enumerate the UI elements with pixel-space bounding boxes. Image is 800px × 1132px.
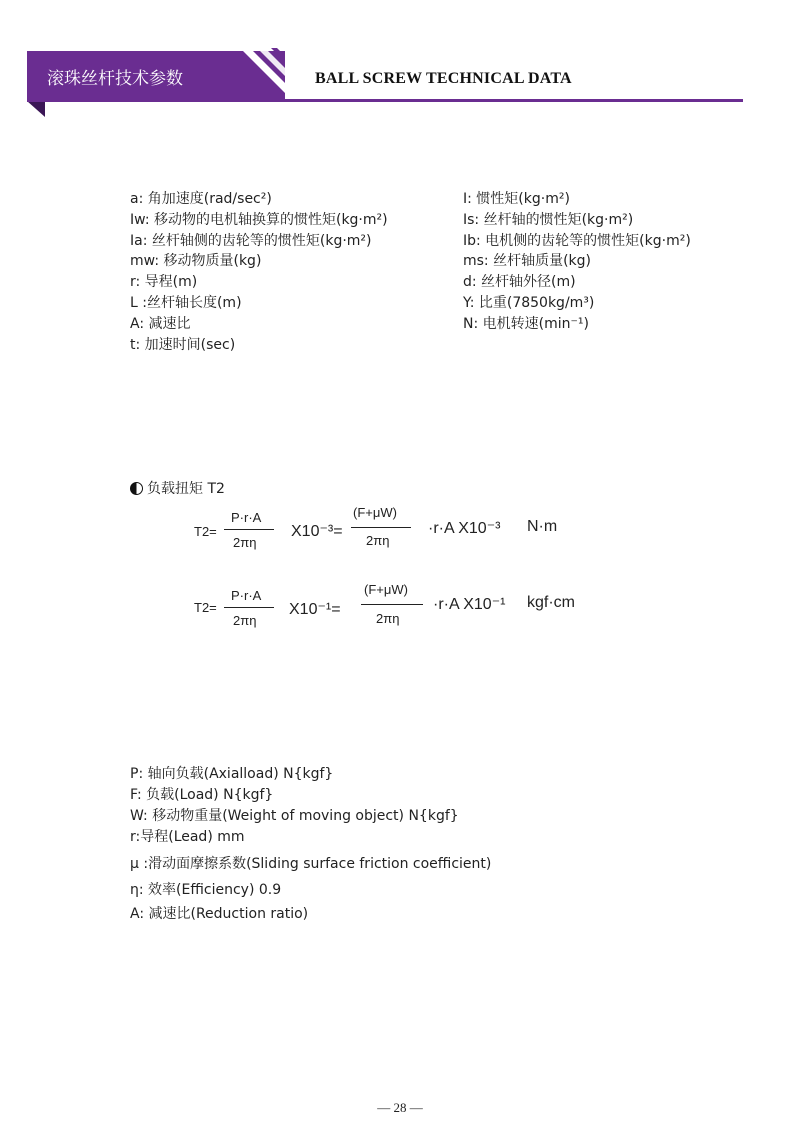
legend-item: F: 负载(Load) N{kgf} bbox=[130, 787, 274, 803]
variable-item: N: 电机转速(min⁻¹) bbox=[463, 315, 589, 332]
variable-item: d: 丝杆轴外径(m) bbox=[463, 274, 576, 291]
variable-item: Y: 比重(7850kg/m³) bbox=[463, 294, 595, 311]
formula-denominator: 2πη bbox=[233, 613, 257, 628]
variable-item: A: 减速比 bbox=[130, 315, 191, 332]
variable-item: L :丝杆轴长度(m) bbox=[130, 294, 242, 311]
variable-item: mw: 移动物质量(kg) bbox=[130, 253, 262, 270]
fraction-bar bbox=[224, 607, 274, 608]
variable-item: I: 惯性矩(kg·m²) bbox=[463, 191, 570, 207]
variable-item: Ia: 丝杆轴侧的齿轮等的惯性矩(kg·m²) bbox=[130, 232, 372, 249]
page-number: — 28 — bbox=[377, 1100, 423, 1115]
variables-right bbox=[463, 189, 691, 335]
header-rule bbox=[27, 99, 743, 102]
torque-title-text: 负载扭矩 T2 bbox=[147, 481, 225, 497]
formula-lhs: T2= bbox=[194, 600, 217, 615]
half-circle-icon bbox=[130, 482, 143, 495]
formula-tail: ·r·A X10⁻¹ bbox=[433, 596, 506, 613]
formula-multiplier: X10⁻¹= bbox=[289, 601, 341, 618]
formula-numerator: P·r·A bbox=[231, 588, 262, 603]
symbol-legend bbox=[130, 763, 491, 923]
formula-denominator: 2πη bbox=[376, 611, 400, 626]
formula-unit: N·m bbox=[527, 518, 558, 535]
formula-denominator: 2πη bbox=[366, 533, 390, 548]
fraction-bar bbox=[351, 527, 411, 528]
legend-item: μ :滑动面摩擦系数(Sliding surface friction coefficient) bbox=[130, 856, 492, 872]
legend-item: r:导程(Lead) mm bbox=[130, 829, 245, 845]
formula-lhs: T2= bbox=[194, 524, 217, 539]
variable-item: Iw: 移动物的电机轴换算的惯性矩(kg·m²) bbox=[130, 211, 388, 228]
header-stripes bbox=[215, 48, 315, 104]
formula-unit: kgf·cm bbox=[527, 594, 575, 611]
legend-item: P: 轴向负载(Axialload) N{kgf} bbox=[130, 766, 334, 782]
variables-left bbox=[130, 189, 388, 355]
variable-item: a: 角加速度(rad/sec²) bbox=[130, 191, 272, 207]
formula-numerator: (F+μW) bbox=[353, 505, 397, 520]
torque-section-title bbox=[130, 478, 225, 498]
formula-tail: ·r·A X10⁻³ bbox=[428, 520, 501, 537]
legend-item: η: 效率(Efficiency) 0.9 bbox=[130, 882, 282, 898]
formula-numerator: (F+μW) bbox=[364, 582, 408, 597]
fraction-bar bbox=[224, 529, 274, 530]
header-title-en: BALL SCREW TECHNICAL DATA bbox=[315, 70, 572, 87]
legend-item: A: 减速比(Reduction ratio) bbox=[130, 906, 309, 922]
variable-item: Ib: 电机侧的齿轮等的惯性矩(kg·m²) bbox=[463, 232, 691, 249]
fraction-bar bbox=[361, 604, 423, 605]
variable-item: ms: 丝杆轴质量(kg) bbox=[463, 253, 592, 270]
legend-item: W: 移动物重量(Weight of moving object) N{kgf} bbox=[130, 808, 459, 824]
header-fold bbox=[27, 101, 45, 117]
formula-multiplier: X10⁻³= bbox=[291, 523, 343, 540]
variable-item: r: 导程(m) bbox=[130, 274, 198, 291]
variable-item: t: 加速时间(sec) bbox=[130, 336, 236, 353]
variable-item: Is: 丝杆轴的惯性矩(kg·m²) bbox=[463, 211, 634, 228]
header-title-cn: 滚珠丝杆技术参数 bbox=[47, 69, 183, 89]
formula-denominator: 2πη bbox=[233, 535, 257, 550]
formula-numerator: P·r·A bbox=[231, 510, 262, 525]
